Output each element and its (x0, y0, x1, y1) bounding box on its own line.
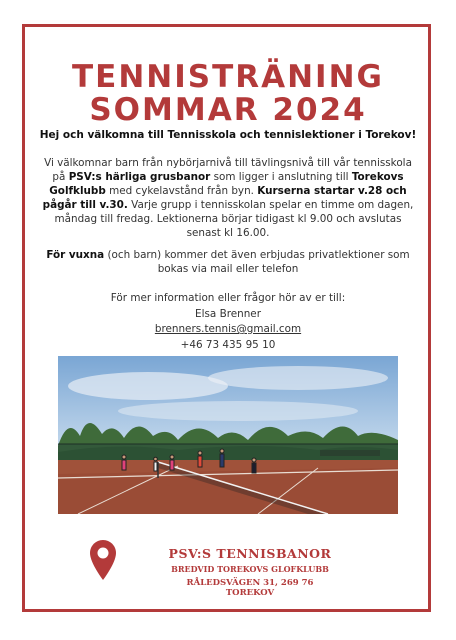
adults-paragraph: För vuxna (och barn) kommer det även erbjudas privatlektioner som bokas via mail eller telefon (46, 249, 410, 275)
contact-name: Elsa Brenner (195, 307, 261, 320)
tennis-court-photo (58, 356, 398, 514)
address-line-2: TOREKOV (225, 588, 275, 598)
venue-subtitle: BREDVID TOREKOVS GLOFKLUBB (171, 564, 329, 574)
contact-email-link[interactable]: brenners.tennis@gmail.com (154, 323, 302, 335)
address-line-1: RÅLEDSVÄGEN 31, 269 76 (186, 578, 314, 588)
contact-info (38, 291, 418, 353)
venue-name: PSV:S TENNISBANOR (168, 546, 332, 561)
greeting-text: Hej och välkomna till Tennisskola och tennislektioner i Torekov! (39, 129, 417, 141)
title-line-2: SOMMAR 2024 (89, 92, 367, 128)
contact-phone: +46 73 435 95 10 (180, 338, 276, 351)
map-pin-icon (90, 540, 116, 580)
title-line-1: TENNISTRÄNING (72, 59, 384, 95)
venue-address (140, 578, 360, 598)
intro-paragraph: Vi välkomnar barn från nybörjarnivå till tävlingsnivå till vår tennisskola på PSV:s härliga grusbanor som ligger i anslutning till Torekovs Golfklubb med cykelavstånd från byn. Kurserna startar v.28 och pågår till v.30. Varje grupp i tennisskolan spelar en timme om dagen, måndag till fredag. Lektionerna börjar tidigast kl 9.00 och avslutas senast kl 16.00. (42, 157, 414, 239)
contact-intro: För mer information eller frågor hör av er till: (110, 292, 346, 304)
